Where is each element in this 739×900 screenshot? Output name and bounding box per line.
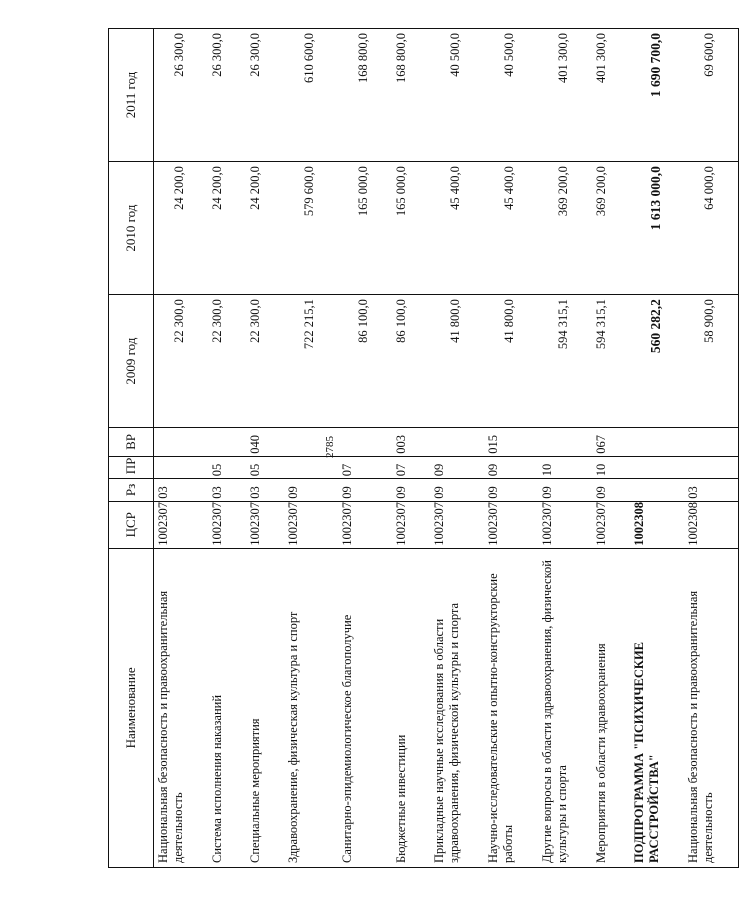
row-csr: 1002307 bbox=[538, 501, 592, 548]
table-row bbox=[684, 29, 739, 868]
row-pr bbox=[154, 456, 209, 479]
row-rz: 03 bbox=[246, 479, 284, 502]
row-2010: 24 200,0 bbox=[154, 162, 209, 295]
row-2009: 22 300,0 bbox=[246, 295, 284, 428]
row-name: Прикладные научные исследования в области здравоохранения, физической культуры и спорта bbox=[430, 548, 484, 867]
row-vr bbox=[154, 428, 209, 457]
row-pr: 05 bbox=[208, 456, 246, 479]
row-2011: 610 600,0 bbox=[284, 29, 338, 162]
table-row bbox=[392, 29, 430, 868]
row-vr: 015 bbox=[484, 428, 538, 457]
header-name: Наименование bbox=[109, 548, 154, 867]
row-2009: 86 100,0 bbox=[338, 295, 392, 428]
row-vr bbox=[538, 428, 592, 457]
row-pr: 05 bbox=[246, 456, 284, 479]
table-row bbox=[484, 29, 538, 868]
row-2010: 369 200,0 bbox=[592, 162, 630, 295]
row-rz: 09 bbox=[592, 479, 630, 502]
row-2009: 86 100,0 bbox=[392, 295, 430, 428]
header-2011: 2011 год bbox=[109, 29, 154, 162]
row-name: Специальные мероприятия bbox=[246, 548, 284, 867]
row-csr: 1002307 bbox=[154, 501, 209, 548]
row-2009: 41 800,0 bbox=[484, 295, 538, 428]
row-rz: 03 bbox=[208, 479, 246, 502]
row-2010: 24 200,0 bbox=[208, 162, 246, 295]
row-vr bbox=[684, 428, 739, 457]
table-row bbox=[538, 29, 592, 868]
row-2011: 401 300,0 bbox=[592, 29, 630, 162]
row-2009: 22 300,0 bbox=[154, 295, 209, 428]
row-csr: 1002308 bbox=[630, 501, 684, 548]
row-rz bbox=[630, 479, 684, 502]
header-pr: ПР bbox=[109, 456, 154, 479]
row-name: Научно-исследовательские и опытно-конструкторские работы bbox=[484, 548, 538, 867]
page-number: 2785 bbox=[324, 436, 336, 458]
row-2010: 64 000,0 bbox=[684, 162, 739, 295]
row-2011: 26 300,0 bbox=[154, 29, 209, 162]
row-name: Мероприятия в области здравоохранения bbox=[592, 548, 630, 867]
row-name: Система исполнения наказаний bbox=[208, 548, 246, 867]
row-pr bbox=[684, 456, 739, 479]
row-vr: 003 bbox=[392, 428, 430, 457]
table-row bbox=[284, 29, 338, 868]
row-rz: 09 bbox=[392, 479, 430, 502]
row-csr: 1002307 bbox=[392, 501, 430, 548]
row-2011: 40 500,0 bbox=[484, 29, 538, 162]
table-row bbox=[592, 29, 630, 868]
row-2010: 24 200,0 bbox=[246, 162, 284, 295]
table-row bbox=[208, 29, 246, 868]
row-csr: 1002307 bbox=[208, 501, 246, 548]
row-pr: 07 bbox=[338, 456, 392, 479]
header-rz: Рз bbox=[109, 479, 154, 502]
row-vr: 040 bbox=[246, 428, 284, 457]
row-vr bbox=[208, 428, 246, 457]
row-pr bbox=[630, 456, 684, 479]
row-2011: 40 500,0 bbox=[430, 29, 484, 162]
row-2010: 45 400,0 bbox=[484, 162, 538, 295]
row-rz: 09 bbox=[430, 479, 484, 502]
row-csr: 1002307 bbox=[592, 501, 630, 548]
row-2010: 1 613 000,0 bbox=[630, 162, 684, 295]
header-2010: 2010 год bbox=[109, 162, 154, 295]
row-pr: 07 bbox=[392, 456, 430, 479]
row-2009: 22 300,0 bbox=[208, 295, 246, 428]
table-row bbox=[154, 29, 209, 868]
row-2009: 594 315,1 bbox=[538, 295, 592, 428]
row-pr: 09 bbox=[484, 456, 538, 479]
row-rz: 09 bbox=[538, 479, 592, 502]
row-vr bbox=[338, 428, 392, 457]
row-csr: 1002307 bbox=[484, 501, 538, 548]
row-name: Санитарно-эпидемиологическое благополучие bbox=[338, 548, 392, 867]
budget-table bbox=[108, 28, 739, 868]
row-name: Другие вопросы в области здравоохранения, физической культуры и спорта bbox=[538, 548, 592, 867]
row-2011: 401 300,0 bbox=[538, 29, 592, 162]
row-csr: 1002308 bbox=[684, 501, 739, 548]
row-vr bbox=[430, 428, 484, 457]
table-row-subprogram bbox=[630, 29, 684, 868]
row-2011: 26 300,0 bbox=[246, 29, 284, 162]
row-vr bbox=[284, 428, 338, 457]
row-pr: 09 bbox=[430, 456, 484, 479]
row-csr: 1002307 bbox=[284, 501, 338, 548]
row-name: Здравоохранение, физическая культура и спорт bbox=[284, 548, 338, 867]
row-2010: 369 200,0 bbox=[538, 162, 592, 295]
row-pr: 10 bbox=[592, 456, 630, 479]
row-rz: 09 bbox=[484, 479, 538, 502]
row-csr: 1002307 bbox=[246, 501, 284, 548]
row-csr: 1002307 bbox=[430, 501, 484, 548]
row-2011: 168 800,0 bbox=[338, 29, 392, 162]
row-2010: 165 000,0 bbox=[392, 162, 430, 295]
row-pr: 10 bbox=[538, 456, 592, 479]
row-rz: 09 bbox=[338, 479, 392, 502]
table-header-row bbox=[109, 29, 154, 868]
row-2011: 168 800,0 bbox=[392, 29, 430, 162]
table-row bbox=[338, 29, 392, 868]
row-vr: 067 bbox=[592, 428, 630, 457]
row-2009: 722 215,1 bbox=[284, 295, 338, 428]
row-name: ПОДПРОГРАММА "ПСИХИЧЕСКИЕ РАССТРОЙСТВА" bbox=[630, 548, 684, 867]
table-row bbox=[246, 29, 284, 868]
header-csr: ЦСР bbox=[109, 501, 154, 548]
row-pr bbox=[284, 456, 338, 479]
row-2010: 165 000,0 bbox=[338, 162, 392, 295]
header-vr: ВР bbox=[109, 428, 154, 457]
row-rz: 09 bbox=[284, 479, 338, 502]
row-vr bbox=[630, 428, 684, 457]
row-name: Бюджетные инвестиции bbox=[392, 548, 430, 867]
row-csr: 1002307 bbox=[338, 501, 392, 548]
header-2009: 2009 год bbox=[109, 295, 154, 428]
row-rz: 03 bbox=[154, 479, 209, 502]
row-2009: 58 900,0 bbox=[684, 295, 739, 428]
row-2009: 560 282,2 bbox=[630, 295, 684, 428]
row-2010: 579 600,0 bbox=[284, 162, 338, 295]
row-name: Национальная безопасность и правоохранительная деятельность bbox=[684, 548, 739, 867]
row-2011: 1 690 700,0 bbox=[630, 29, 684, 162]
row-name: Национальная безопасность и правоохранительная деятельность bbox=[154, 548, 209, 867]
row-2009: 594 315,1 bbox=[592, 295, 630, 428]
row-2011: 69 600,0 bbox=[684, 29, 739, 162]
table-row bbox=[430, 29, 484, 868]
budget-table-rotated bbox=[108, 28, 716, 868]
row-rz: 03 bbox=[684, 479, 739, 502]
row-2009: 41 800,0 bbox=[430, 295, 484, 428]
row-2010: 45 400,0 bbox=[430, 162, 484, 295]
row-2011: 26 300,0 bbox=[208, 29, 246, 162]
